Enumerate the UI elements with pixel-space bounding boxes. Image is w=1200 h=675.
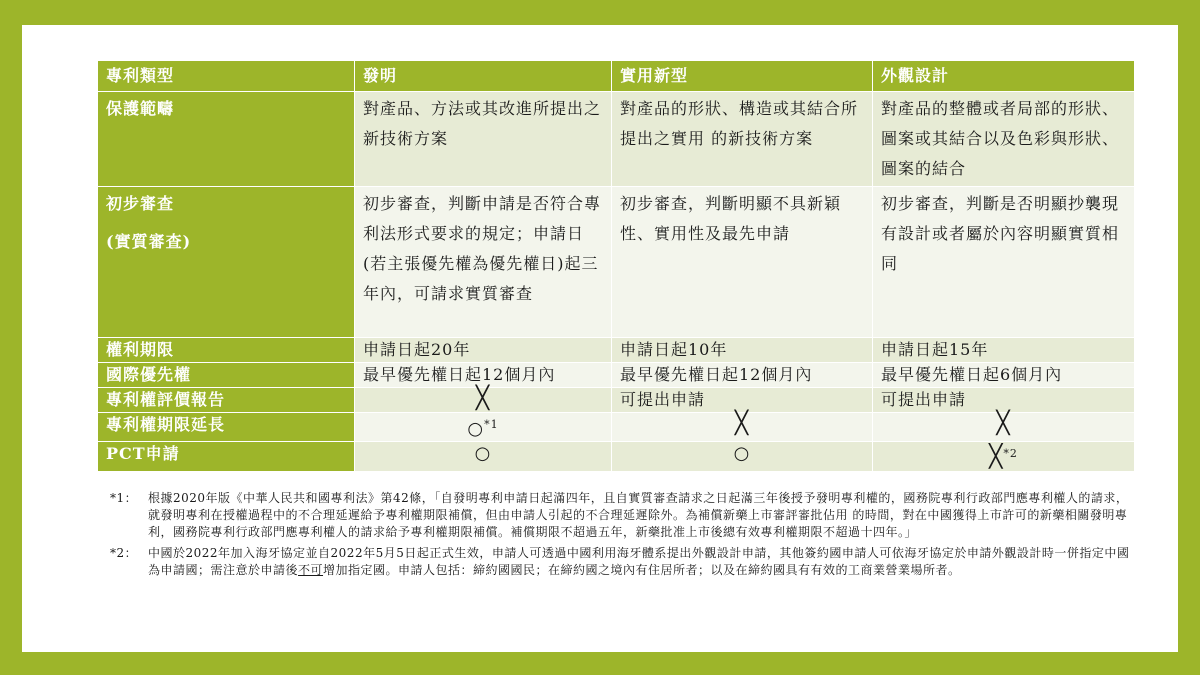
cross-icon: ╳ — [734, 411, 750, 436]
cell-examination-utility: 初步審查，判斷明顯不具新穎性、實用性及最先申請 — [612, 187, 873, 338]
cell-extension-invention — [355, 413, 612, 442]
row-pct — [98, 442, 1135, 471]
cell-extension-design — [873, 413, 1135, 442]
cell-evaluation-invention — [355, 388, 612, 413]
row-priority — [98, 363, 1135, 388]
row-label-extension: 專利權期限延長 — [98, 413, 355, 442]
cross-icon: ╳ — [989, 444, 1004, 470]
cell-priority-design: 最早優先權日起6個月內 — [873, 363, 1135, 388]
cell-priority-utility: 最早優先權日起12個月內 — [612, 363, 873, 388]
footnote-ref-2: *2 — [1003, 447, 1018, 461]
row-evaluation — [98, 388, 1135, 413]
cell-examination-invention: 初步審查，判斷申請是否符合專利法形式要求的規定；申請日(若主張優先權為優先權日)起三年內，可請求實質審查 — [355, 187, 612, 338]
header-utility: 實用新型 — [612, 61, 873, 92]
cell-term-design: 申請日起15年 — [873, 338, 1135, 363]
footnote-text-1: 根據2020年版《中華人民共和國專利法》第42條，「自發明專利申請日起滿四年，且自實質審查請求之日起滿三年後授予發明專利權的，國務院專利行政部門應專利權人的請求，就發明專利在授權過程中的不合理延遲給予專利權期限補償，但由申請人引起的不合理延遲除外。為補償新藥上市審評審批佔用 的時間，對在中國獲得上市許可的新藥相關發明專利，國務院專利行政部門應專利權人的請求給予專利權期限補償。補償期限不超過五年，新藥批准上市後總有效專利權期限不超過十四年。」 — [148, 491, 1129, 539]
cell-evaluation-utility: 可提出申請 — [612, 388, 873, 413]
slide — [22, 25, 1178, 652]
header-type: 專利類型 — [98, 61, 355, 92]
footnotes — [110, 490, 1140, 583]
footnote-text-2a: 中國於2022年加入海牙協定並自2022年5月5日起正式生效，申請人可透過中國利用海牙體系提出外觀設計申請，其他簽約國申請人可依海牙協定於申請外觀設計時一併指定中國為申請國；需注意於申請後 — [148, 546, 1130, 577]
footnote-text-2b: 增加指定國。申請人包括：締約國國民；在締約國之境內有住居所者；以及在締約國具有有效的工商業營業場所者。 — [323, 563, 961, 577]
row-label-examination-2: (實質審查) — [106, 232, 192, 251]
row-examination — [98, 187, 1135, 338]
header-design: 外觀設計 — [873, 61, 1135, 92]
header-invention: 發明 — [355, 61, 612, 92]
circle-icon: ○ — [474, 443, 492, 465]
row-term — [98, 338, 1135, 363]
row-label-pct: PCT申請 — [98, 442, 355, 471]
cell-protection-invention: 對產品、方法或其改進所提出之新技術方案 — [355, 92, 612, 187]
circle-icon: ○ — [467, 418, 485, 440]
footnote-emphasis: 不可 — [298, 563, 324, 577]
row-label-term: 權利期限 — [98, 338, 355, 363]
footnote-mark-1: *1： — [110, 491, 138, 505]
cross-icon: ╳ — [996, 411, 1011, 436]
row-protection — [98, 92, 1135, 187]
footnote-text-2 — [148, 545, 1140, 579]
cell-pct-design — [873, 442, 1135, 471]
table-header-row — [98, 61, 1135, 92]
cell-protection-design: 對產品的整體或者局部的形狀、圖案或其結合以及色彩與形狀、圖案的結合 — [873, 92, 1135, 187]
cell-evaluation-design: 可提出申請 — [873, 388, 1135, 413]
patent-comparison-table — [97, 60, 1135, 472]
footnote-mark-2: *2： — [110, 546, 138, 560]
row-label-priority: 國際優先權 — [98, 363, 355, 388]
footnote-2 — [110, 545, 1140, 579]
row-label-evaluation: 專利權評價報告 — [98, 388, 355, 413]
row-label-examination-1: 初步審查 — [106, 194, 175, 213]
circle-icon: ○ — [733, 443, 751, 465]
cell-priority-invention: 最早優先權日起12個月內 — [355, 363, 612, 388]
footnote-ref-1: *1 — [484, 418, 499, 431]
cell-term-utility: 申請日起10年 — [612, 338, 873, 363]
footnote-1 — [110, 490, 1140, 541]
cell-term-invention: 申請日起20年 — [355, 338, 612, 363]
row-label-examination — [98, 187, 355, 338]
cell-extension-utility — [612, 413, 873, 442]
cell-pct-utility — [612, 442, 873, 471]
cell-protection-utility: 對產品的形狀、構造或其結合所提出之實用 的新技術方案 — [612, 92, 873, 187]
cross-icon: ╳ — [475, 386, 491, 411]
row-label-protection: 保護範疇 — [98, 92, 355, 187]
row-extension — [98, 413, 1135, 442]
cell-examination-design: 初步審查，判斷是否明顯抄襲現有設計或者屬於內容明顯實質相同 — [873, 187, 1135, 338]
cell-pct-invention — [355, 442, 612, 471]
